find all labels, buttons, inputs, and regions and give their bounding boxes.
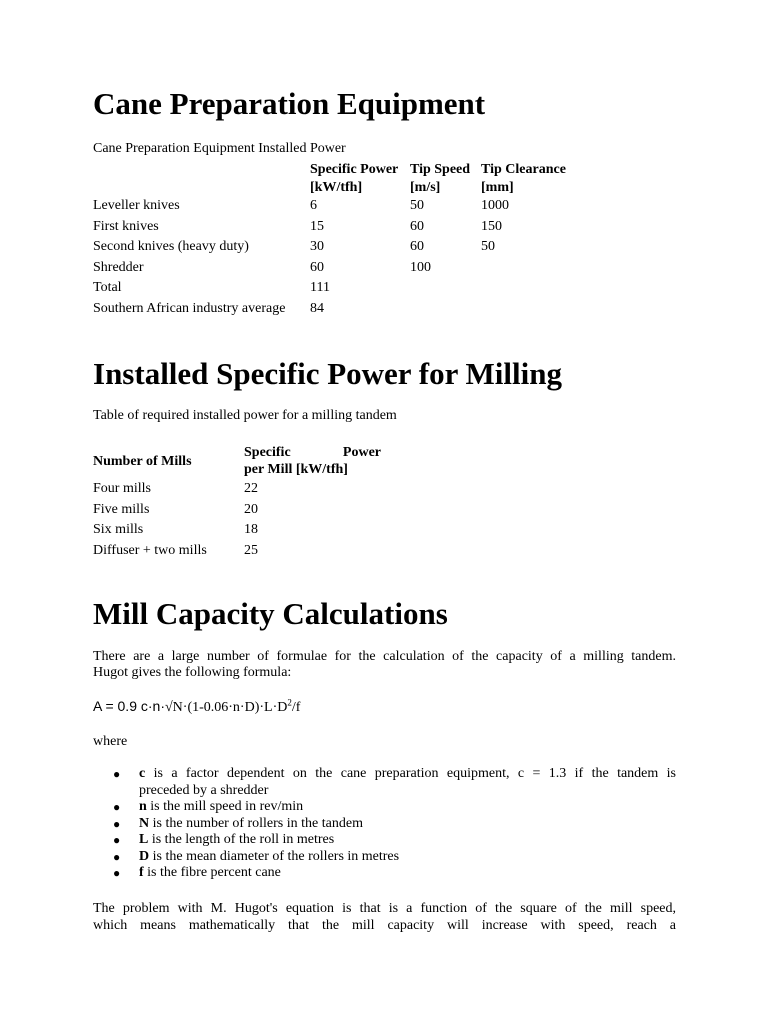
table-row [93, 218, 581, 239]
intro-paragraph-line1: There are a large number of formulae for the calculation of the capacity of a milling tandem. [93, 649, 676, 664]
header-tip-speed-label: Tip Speed [410, 162, 471, 177]
row-clearance [481, 300, 581, 321]
row-name: Southern African industry average [93, 300, 286, 316]
conclusion-paragraph-line2: which means mathematically that the mill capacity will increase with speed, reach a [93, 918, 676, 933]
row-value: 18 [244, 522, 258, 537]
milling-power-table [93, 442, 381, 562]
row-name: Four mills [93, 481, 151, 496]
header-specific-power-label: Specific Power [310, 162, 399, 177]
row-name: Diffuser + two mills [93, 542, 207, 558]
row-value: 20 [244, 501, 258, 517]
formula-tail: /f [291, 700, 301, 715]
definition-text: is the mill speed in rev/min [146, 799, 304, 814]
header-line2: per Mill [kW/tfh] [244, 462, 348, 477]
bullet-icon: ● [113, 767, 121, 781]
list-item [93, 832, 676, 849]
bullet-icon: ● [113, 849, 121, 864]
table-row [93, 279, 581, 300]
definition-symbol: n [139, 799, 147, 814]
table-row [93, 521, 381, 542]
table-header-units-row [93, 179, 581, 197]
definition-symbol: L [139, 832, 149, 847]
section-title-mill-capacity: Mill Capacity Calculations [93, 596, 448, 631]
header-specific-power-unit: [kW/tfh] [310, 180, 363, 195]
definition-text: is the mean diameter of the rollers in metres [149, 848, 400, 864]
header-tip-speed-unit: [m/s] [410, 180, 441, 195]
row-value: 22 [244, 481, 258, 496]
row-speed: 100 [410, 259, 431, 275]
row-name: Shredder [93, 259, 144, 275]
definition-text: is a factor dependent on the cane preparation equipment, c = 1.3 if the tandem is [145, 766, 676, 781]
header-word-specific: Specific [244, 445, 291, 460]
row-clearance [481, 259, 581, 280]
definition-symbol: f [139, 865, 144, 880]
table-header-row [93, 442, 381, 480]
list-item [93, 766, 676, 799]
table-caption-milling: Table of required installed power for a milling tandem [93, 408, 397, 423]
conclusion-paragraph-line1: The problem with M. Hugot's equation is that is a function of the square of the mill speed, [93, 901, 676, 916]
header-unit-empty [93, 179, 310, 197]
table-row [93, 300, 581, 321]
row-value: 25 [244, 542, 258, 558]
header-tip-clearance-unit: [mm] [481, 180, 514, 195]
header-cell-specific-power [310, 161, 410, 179]
row-clearance: 1000 [481, 198, 509, 213]
row-name: Five mills [93, 501, 150, 517]
section-title-cane-preparation: Cane Preparation Equipment [93, 86, 486, 121]
header-cell-tip-speed [410, 161, 481, 179]
definition-text: is the length of the roll in metres [148, 832, 335, 847]
row-power: 111 [310, 280, 330, 295]
row-name: Leveller knives [93, 198, 180, 213]
row-power: 6 [310, 198, 317, 213]
row-name: First knives [93, 218, 159, 234]
header-number-of-mills: Number of Mills [93, 453, 192, 469]
row-speed: 60 [410, 218, 424, 234]
row-speed [410, 279, 481, 300]
definition-symbol: c [139, 766, 146, 781]
row-power: 15 [310, 218, 324, 234]
header-tip-clearance-label: Tip Clearance [481, 162, 566, 177]
definition-text: is the number of rollers in the tandem [149, 815, 363, 831]
table-row [93, 542, 381, 563]
list-item [93, 849, 676, 866]
bullet-icon: ● [113, 800, 121, 814]
intro-paragraph-line2: Hugot gives the following formula: [93, 665, 292, 680]
row-clearance: 150 [481, 218, 502, 234]
row-name: Six mills [93, 522, 144, 537]
hugot-formula [93, 698, 676, 716]
row-power: 30 [310, 239, 324, 254]
header-word-power: Power [342, 445, 381, 460]
table-row [93, 197, 581, 218]
definition-symbol: D [139, 848, 150, 864]
row-power: 84 [310, 300, 324, 316]
table-caption-cane-preparation: Cane Preparation Equipment Installed Power [93, 141, 346, 156]
row-speed [410, 300, 481, 321]
row-speed: 60 [410, 239, 424, 254]
list-item [93, 865, 676, 882]
row-clearance: 50 [481, 239, 495, 254]
table-row [93, 259, 581, 280]
where-label: where [93, 734, 128, 749]
definition-symbol: N [139, 815, 150, 831]
definition-line1 [139, 766, 676, 783]
table-row [93, 501, 381, 522]
row-speed: 50 [410, 198, 424, 213]
header-line1 [244, 444, 381, 461]
header-cell-tip-clearance [481, 161, 581, 179]
table-row [93, 480, 381, 501]
definition-line2: preceded by a shredder [139, 782, 269, 798]
formula-lhs: A = 0.9 c·n· [93, 698, 165, 714]
formula-exponent: 2 [287, 697, 292, 708]
variable-definitions-list [93, 766, 676, 882]
row-power: 60 [310, 259, 324, 275]
section-title-installed-power: Installed Specific Power for Milling [93, 356, 562, 391]
cane-preparation-table [93, 161, 581, 320]
header-cell-name [93, 161, 310, 179]
bullet-icon: ● [113, 866, 121, 880]
row-clearance [481, 279, 581, 300]
bullet-icon: ● [113, 833, 121, 847]
row-name: Total [93, 280, 122, 295]
header-specific-power-per-mill [244, 442, 381, 480]
list-item [93, 799, 676, 816]
row-name: Second knives (heavy duty) [93, 239, 249, 254]
table-row [93, 238, 581, 259]
bullet-icon: ● [113, 816, 121, 831]
formula-body: √N·(1-0.06·n·D)·L·D [164, 700, 288, 715]
list-item [93, 816, 676, 833]
definition-text: is the fibre percent cane [143, 865, 281, 880]
table-header-row [93, 161, 581, 179]
